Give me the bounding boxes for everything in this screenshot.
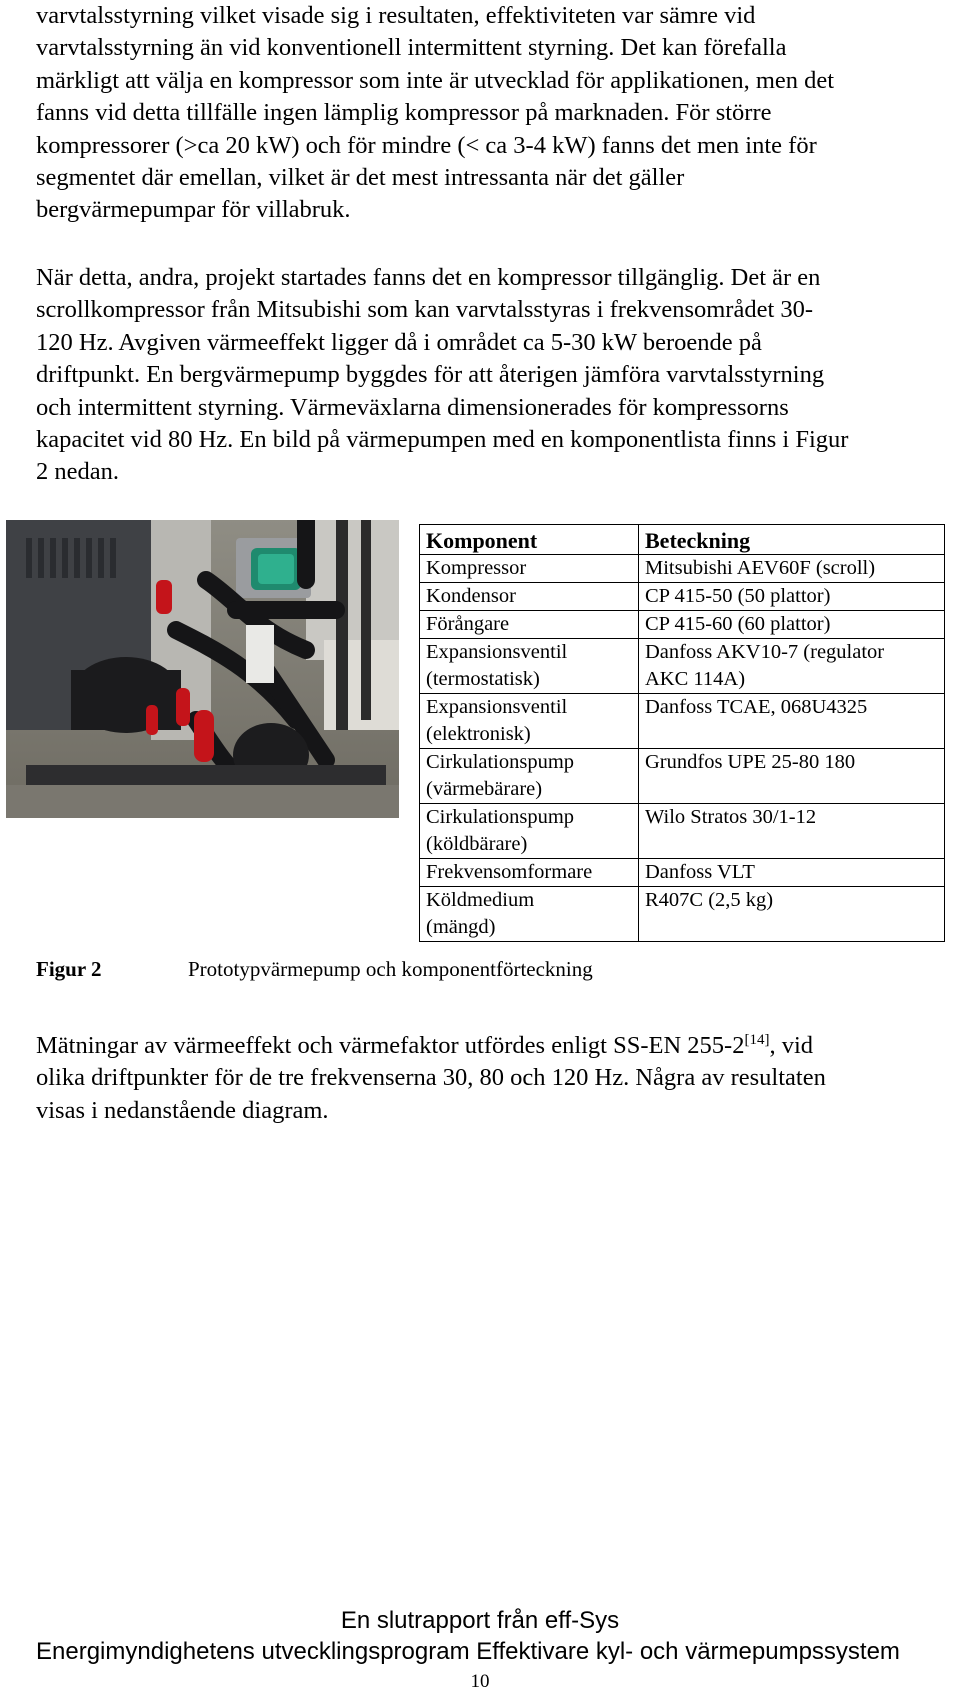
designation-cell <box>639 583 945 611</box>
component-table <box>419 524 945 942</box>
figure-caption: Prototypvärmepump och komponentförteckning <box>188 957 593 981</box>
table-row <box>420 555 945 583</box>
column-header-komponent: Komponent <box>420 525 639 555</box>
designation-cell <box>639 694 945 749</box>
cell-line: CP 415-50 (50 plattor) <box>645 585 831 607</box>
table-row <box>420 859 945 887</box>
component-cell <box>420 749 639 804</box>
component-cell <box>420 859 639 887</box>
component-cell <box>420 611 639 639</box>
paragraph-project <box>36 262 956 489</box>
table-header-row <box>420 525 945 555</box>
table-row <box>420 639 945 694</box>
cell-line: Danfoss VLT <box>645 861 755 883</box>
cell-line: AKC 114A) <box>645 668 746 690</box>
cell-line: Expansionsventil <box>426 641 568 663</box>
designation-cell <box>639 749 945 804</box>
cell-line: Frekvensomformare <box>426 861 593 883</box>
cell-line: Danfoss AKV10-7 (regulator <box>645 641 885 663</box>
cell-line: Cirkulationspump <box>426 751 575 773</box>
column-header-beteckning: Beteckning <box>639 525 945 555</box>
text-line <box>36 1030 956 1062</box>
cell-line: Grundfos UPE 25-80 180 <box>645 751 856 773</box>
heat-pump-photo <box>6 520 399 818</box>
table-row <box>420 804 945 859</box>
heat-pump-illustration <box>6 520 399 818</box>
paragraph-measurements <box>36 1030 956 1127</box>
cell-line: Cirkulationspump <box>426 806 575 828</box>
page-number: 10 <box>470 1671 490 1692</box>
figure-label: Figur 2 <box>36 957 102 981</box>
table-row <box>420 583 945 611</box>
cell-line: Expansionsventil <box>426 696 568 718</box>
text-line: kompressorer (>ca 20 kW) och för mindre (< ca 3-4 kW) fanns det men inte för <box>36 131 817 159</box>
text-line: fanns vid detta tillfälle ingen lämplig kompressor på marknaden. För större <box>36 99 772 127</box>
text-line: kapacitet vid 80 Hz. En bild på värmepumpen med en komponentlista finns i Figur <box>36 426 849 454</box>
component-cell <box>420 694 639 749</box>
cell-line: Wilo Stratos 30/1-12 <box>645 806 817 828</box>
cell-line: Kompressor <box>426 557 527 579</box>
text-line: varvtalsstyrning vilket visade sig i resultaten, effektiviteten var sämre vid <box>36 2 756 29</box>
cell-line: Mitsubishi AEV60F (scroll) <box>645 557 876 579</box>
component-cell <box>420 804 639 859</box>
cell-line: (värmebärare) <box>426 778 543 800</box>
cell-line: Danfoss TCAE, 068U4325 <box>645 696 868 718</box>
designation-cell <box>639 611 945 639</box>
designation-cell <box>639 555 945 583</box>
text-line: märkligt att välja en kompressor som inte är utvecklad för applikationen, men det <box>36 66 835 94</box>
cell-line: (termostatisk) <box>426 668 540 690</box>
cell-line: (elektronisk) <box>426 723 531 745</box>
text-line: segmentet där emellan, vilket är det mest intressanta när det gäller <box>36 164 685 192</box>
table-row <box>420 887 945 942</box>
cell-line: Förångare <box>426 613 510 635</box>
text-line: 2 nedan. <box>36 458 119 486</box>
designation-cell <box>639 804 945 859</box>
cell-line: Kondensor <box>426 585 516 607</box>
component-cell <box>420 555 639 583</box>
text-line: När detta, andra, projekt startades fanns det en kompressor tillgänglig. Det är en <box>36 264 821 291</box>
component-cell <box>420 639 639 694</box>
cell-line: (mängd) <box>426 916 496 938</box>
footer-program-name: Energimyndighetens utvecklingsprogram Effektivare kyl- och värmepumpssystem <box>36 1638 900 1665</box>
text-line: 120 Hz. Avgiven värmeeffekt ligger då i området ca 5-30 kW beroende på <box>36 328 762 356</box>
text-segment: , vid <box>769 1032 814 1059</box>
designation-cell <box>639 859 945 887</box>
text-line: och intermittent styrning. Värmeväxlarna dimensionerades för kompressorns <box>36 393 789 421</box>
cell-line: R407C (2,5 kg) <box>645 889 774 911</box>
cell-line: CP 415-60 (60 plattor) <box>645 613 831 635</box>
text-line: scrollkompressor från Mitsubishi som kan varvtalsstyras i frekvensområdet 30- <box>36 296 814 324</box>
designation-cell <box>639 887 945 942</box>
cell-line: (köldbärare) <box>426 833 528 855</box>
reference-superscript: [14] <box>744 1032 770 1048</box>
text-line: bergvärmepumpar för villabruk. <box>36 196 351 224</box>
component-cell <box>420 887 639 942</box>
table-row <box>420 611 945 639</box>
component-cell <box>420 583 639 611</box>
designation-cell <box>639 639 945 694</box>
footer-report-title: En slutrapport från eff-Sys <box>340 1607 620 1634</box>
text-line: varvtalsstyrning än vid konventionell intermittent styrning. Det kan förefalla <box>36 34 787 62</box>
text-segment: Mätningar av värmeeffekt och värmefaktor utfördes enligt SS-EN 255-2 <box>36 1032 745 1059</box>
paragraph-intro <box>36 0 956 227</box>
cell-line: Köldmedium <box>426 889 535 911</box>
text-line: driftpunkt. En bergvärmepump byggdes för att återigen jämföra varvtalsstyrning <box>36 361 825 389</box>
text-line: olika driftpunkter för de tre frekvenserna 30, 80 och 120 Hz. Några av resultaten <box>36 1064 826 1092</box>
table-row <box>420 749 945 804</box>
table-row <box>420 694 945 749</box>
text-line: visas i nedanstående diagram. <box>36 1096 329 1124</box>
